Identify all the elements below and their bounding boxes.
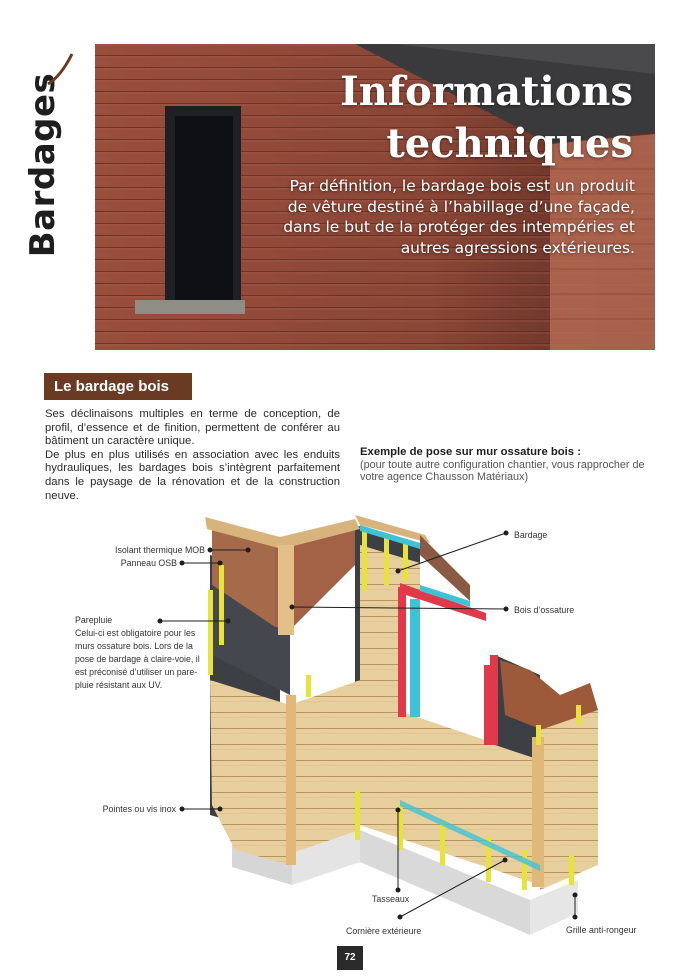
window-frame-cyan bbox=[410, 599, 420, 717]
intro-paragraph-2: De plus en plus utilisés en association avec les enduits hydrauliques, les bardages bois s’intègrent parfaitement dans le paysage de la rénovation et de la construction neuve. bbox=[45, 448, 340, 502]
hero-title bbox=[340, 66, 633, 170]
label-grille: Grille anti-rongeur bbox=[566, 925, 637, 935]
label-pareplue-line1: Celui-ci est obligatoire pour les bbox=[75, 628, 196, 638]
example-subtext: (pour toute autre configuration chantier, vous rapprocher de votre agence Chausson Matériaux) bbox=[360, 458, 645, 484]
label-tasseaux: Tasseaux bbox=[372, 894, 410, 904]
label-bois-ossature: Bois d’ossature bbox=[514, 605, 575, 615]
label-pareplue-line5: pluie résistant aux UV. bbox=[75, 680, 163, 690]
label-bardage: Bardage bbox=[514, 530, 548, 540]
side-title-text: Bardages bbox=[23, 72, 63, 258]
hero-title-line1: Informations bbox=[340, 68, 633, 115]
cladding-front bbox=[290, 680, 360, 853]
cladding-left-lower bbox=[210, 680, 290, 865]
corner-trim bbox=[286, 695, 296, 865]
label-pareplue-line3: pose de bardage à claire-voie, il bbox=[75, 654, 200, 664]
example-caption bbox=[360, 446, 660, 484]
hero-description: Par définition, le bardage bois est un produit de vêture destiné à l’habillage d’une façade, dans le but de la protéger des intempéries et autres agressions extérieures. bbox=[283, 177, 635, 257]
page-number: 72 bbox=[337, 946, 363, 970]
example-heading: Exemple de pose sur mur ossature bois : bbox=[360, 446, 581, 458]
label-pointes: Pointes ou vis inox bbox=[102, 804, 176, 814]
side-title bbox=[18, 70, 68, 260]
label-isolant: Isolant thermique MOB bbox=[115, 545, 205, 555]
hero-title-line2: techniques bbox=[386, 120, 633, 167]
label-pareplue-line2: murs ossature bois. Lors de la bbox=[75, 641, 193, 651]
side-title-swoosh bbox=[46, 52, 76, 86]
window-frame-red bbox=[398, 587, 406, 717]
intro-text bbox=[45, 408, 340, 503]
intro-paragraph-1: Ses déclinaisons multiples en terme de conception, de profil, d’essence et de finition, permettent de conférer au bâtiment un caractère unique. bbox=[45, 408, 340, 448]
wall-construction-diagram bbox=[0, 505, 700, 945]
label-pareplue-title: Parepluie bbox=[75, 615, 113, 625]
label-panneau: Panneau OSB bbox=[120, 558, 177, 568]
section-heading: Le bardage bois bbox=[44, 373, 192, 400]
label-corniere: Cornière extérieure bbox=[346, 926, 422, 936]
label-pareplue-line4: est préconisé d’utiliser un pare- bbox=[75, 667, 198, 677]
hero-banner bbox=[95, 44, 655, 350]
